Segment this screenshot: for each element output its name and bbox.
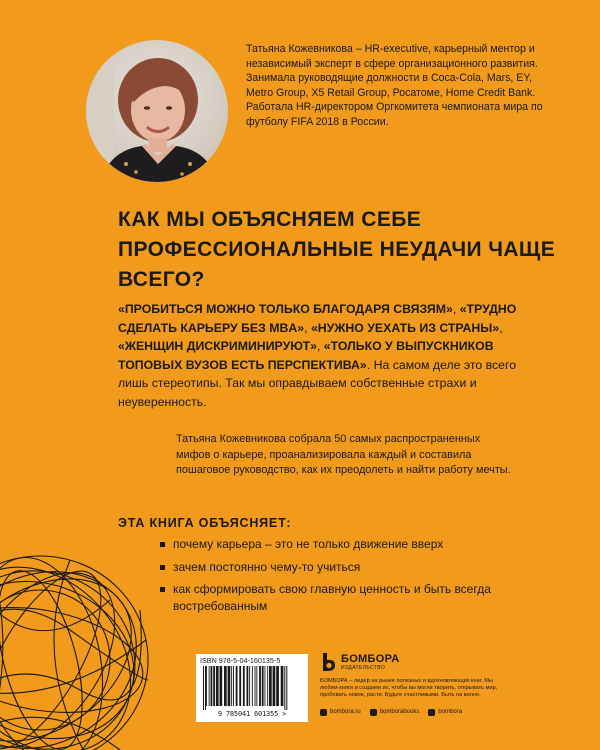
social-vk (370, 706, 420, 718)
author-name: Татьяна Кожевникова (246, 43, 353, 55)
barcode-bar (247, 666, 249, 706)
barcode-bar (213, 666, 215, 706)
list-item: зачем постоянно чему-то учиться (160, 559, 540, 576)
barcode-bar (216, 666, 219, 706)
vk-icon (370, 709, 377, 716)
book-summary: Татьяна Кожевникова собрала 50 самых распространенных мифов о карьере, проанализировала каждый и составила пошаговое руководство, как их преодолеть и найти работу мечты. (176, 433, 511, 476)
barcode-bar (286, 666, 287, 710)
barcode (202, 666, 302, 710)
barcode-bar (231, 666, 232, 706)
explains-list (160, 536, 540, 620)
headline: КАК МЫ ОБЪЯСНЯЕМ СЕБЕ ПРОФЕССИОНАЛЬНЫЕ НЕУДАЧИ ЧАЩЕ ВСЕГО? (118, 208, 556, 291)
barcode-bar (281, 666, 284, 706)
barcode-bar (284, 666, 285, 710)
barcode-bar (228, 666, 231, 706)
globe-icon (320, 709, 327, 716)
author-bio (246, 42, 546, 130)
social-instagram (428, 706, 462, 718)
author-photo (86, 40, 228, 182)
barcode-bar (203, 666, 204, 710)
quote-2: «ТРУДНО СДЕЛАТЬ КАРЬЕРУ БЕЗ MBA» (118, 302, 517, 335)
publisher-subtitle: ИЗДАТЕЛЬСТВО (341, 665, 386, 671)
barcode-bar (255, 666, 256, 706)
publisher-name: БОМБОРА (341, 653, 400, 665)
social-instagram-label: bombora (438, 709, 463, 715)
quote-3: «НУЖНО УЕХАТЬ ИЗ СТРАНЫ» (310, 320, 500, 335)
stereotype-quotes: «ПРОБИТЬСЯ МОЖНО ТОЛЬКО БЛАГОДАРЯ СВЯЗЯМ», «ТРУДНО СДЕЛАТЬ КАРЬЕРУ БЕЗ MBA», «НУЖНО УЕХАТЬ ИЗ СТРАНЫ», «ЖЕНЩИН ДИСКРИМИНИРУЮТ», «ТОЛЬКО У ВЫПУСКНИКОВ ТОПОВЫХ ВУЗОВ ЕСТЬ ПЕРСПЕКТИВА». На самом деле это всего лишь стереотипы. Так мы оправдываем собственные страхи и неуверенность. (118, 302, 517, 409)
publisher-socials (320, 706, 462, 718)
barcode-bar (233, 666, 234, 706)
barcode-bar (252, 666, 253, 706)
barcode-digits: 9 785041 601355 > (217, 710, 287, 718)
publisher-description: БОМБОРА – лидер на рынке полезных и вдохновляющих книг. Мы любим книги и создаем их, чтобы вы могли творить, открывать мир, пробовать новое, расти. Будьте счастливыми. Быть на волне. (320, 678, 498, 699)
barcode-bar (259, 666, 261, 706)
scribble-orb-decoration (0, 540, 160, 750)
barcode-bar (209, 666, 210, 706)
barcode-bar (205, 666, 206, 710)
barcode-bar (243, 666, 245, 706)
list-item: как сформировать свою главную ценность и быть всегда востребованным (160, 581, 540, 614)
social-vk-label: bomborabooks (379, 709, 420, 715)
instagram-icon (428, 709, 435, 716)
quote-1: «ПРОБИТЬСЯ МОЖНО ТОЛЬКО БЛАГОДАРЯ СВЯЗЯМ» (118, 302, 453, 316)
quotes-tail: . На самом деле это всего лишь стереотипы. Так мы оправдываем собственные страхи и неуверенность. (118, 357, 517, 409)
barcode-block (196, 654, 308, 722)
barcode-bar (262, 666, 264, 706)
social-site-label: bombora.ru (330, 709, 361, 715)
barcode-bar (273, 666, 276, 706)
barcode-bar (236, 666, 238, 706)
list-item: почему карьера – это не только движение вверх (160, 536, 540, 553)
social-site (320, 706, 361, 718)
barcode-bar (224, 666, 227, 706)
barcode-bar (206, 666, 207, 706)
explains-title: ЭТА КНИГА ОБЪЯСНЯЕТ: (118, 516, 292, 530)
barcode-bar (276, 666, 279, 706)
quote-5: «ТОЛЬКО У ВЫПУСКНИКОВ ТОПОВЫХ ВУЗОВ ЕСТЬ ПЕРСПЕКТИВА» (118, 339, 494, 372)
publisher-logo (320, 652, 400, 674)
isbn-label: ISBN 978-5-04-160135-5 (200, 656, 281, 665)
barcode-bar (220, 666, 223, 706)
barcode-bar (239, 666, 241, 706)
barcode-bar (211, 666, 213, 706)
barcode-bar (249, 666, 250, 706)
barcode-bar (267, 666, 268, 706)
barcode-bar (256, 666, 257, 706)
barcode-bar (269, 666, 272, 706)
bombora-logo-icon (320, 652, 338, 672)
quote-4: «ЖЕНЩИН ДИСКРИМИНИРУЮТ» (118, 339, 317, 353)
author-bio-text: – HR-executive, карьерный ментор и независимый эксперт в сфере организационного развития. Занимала руководящие должности в Coca-Cola, Mars, EY, Metro Group, X5 Retail Group, Росатоме, Home Credit Bank. Работала HR-директором Оргкомитета чемпионата мира по футболу FIFA 2018 в России. (246, 43, 543, 128)
barcode-bar (265, 666, 266, 706)
